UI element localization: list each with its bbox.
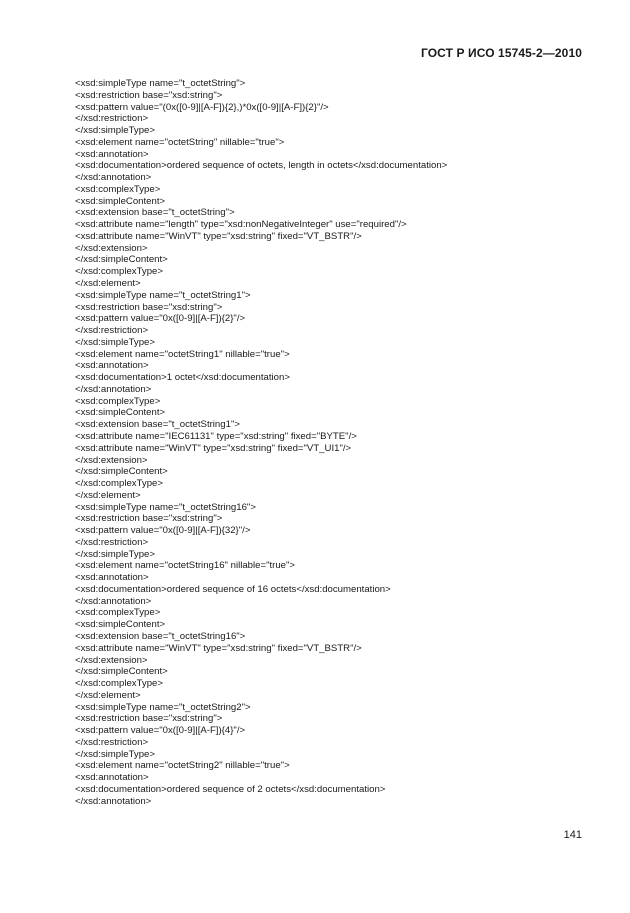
code-line: <xsd:documentation>1 octet</xsd:documentation>: [75, 372, 290, 384]
code-line: <xsd:documentation>ordered sequence of 16 octets</xsd:documentation>: [75, 583, 391, 595]
code-line: <xsd:annotation>: [75, 772, 149, 784]
code-line: </xsd:complexType>: [75, 478, 163, 490]
code-line: </xsd:annotation>: [75, 383, 152, 395]
code-line: <xsd:extension base="t_octetString1">: [75, 419, 240, 431]
code-line: </xsd:extension>: [75, 242, 148, 254]
code-line: <xsd:pattern value="0x([0-9]|[A-F]){32}"/>: [75, 525, 251, 537]
code-line: <xsd:simpleContent>: [75, 195, 166, 207]
code-line: <xsd:element name="octetString1" nillable="true">: [75, 348, 290, 360]
code-line: </xsd:simpleContent>: [75, 254, 168, 266]
code-line: <xsd:pattern value="(0x([0-9]|[A-F]){2},)*0x([0-9]|[A-F]){2}"/>: [75, 101, 329, 113]
code-line: <xsd:complexType>: [75, 607, 161, 619]
code-line: <xsd:annotation>: [75, 572, 149, 584]
code-line: </xsd:simpleType>: [75, 748, 155, 760]
code-line: </xsd:extension>: [75, 654, 148, 666]
code-line: </xsd:element>: [75, 689, 141, 701]
code-line: </xsd:element>: [75, 489, 141, 501]
code-line: <xsd:attribute name="WinVT" type="xsd:string" fixed="VT_BSTR"/>: [75, 642, 362, 654]
code-line: </xsd:simpleType>: [75, 548, 155, 560]
code-line: <xsd:simpleType name="t_octetString">: [75, 78, 246, 89]
code-line: <xsd:documentation>ordered sequence of 2 octets</xsd:documentation>: [75, 783, 386, 795]
code-line: </xsd:restriction>: [75, 536, 149, 548]
code-line: <xsd:pattern value="0x([0-9]|[A-F]){4}"/>: [75, 725, 246, 737]
code-line: </xsd:element>: [75, 278, 141, 290]
code-line: <xsd:annotation>: [75, 148, 149, 160]
code-line: </xsd:simpleType>: [75, 125, 155, 137]
code-line: <xsd:complexType>: [75, 395, 161, 407]
code-line: </xsd:restriction>: [75, 325, 149, 337]
code-line: </xsd:restriction>: [75, 736, 149, 748]
code-line: <xsd:extension base="t_octetString">: [75, 207, 235, 219]
page-header-title: ГОСТ Р ИСО 15745-2—2010: [420, 46, 582, 60]
code-line: <xsd:simpleContent>: [75, 407, 166, 419]
code-line: </xsd:complexType>: [75, 266, 163, 278]
code-line: <xsd:pattern value="0x([0-9]|[A-F]){2}"/>: [75, 313, 246, 325]
code-line: <xsd:attribute name="IEC61131" type="xsd:string" fixed="BYTE"/>: [75, 430, 357, 442]
code-line: <xsd:restriction base="xsd:string">: [75, 513, 223, 525]
code-line: <xsd:attribute name="length" type="xsd:nonNegativeInteger" use="required"/>: [75, 219, 407, 231]
code-line: <xsd:restriction base="xsd:string">: [75, 89, 223, 101]
xsd-code-listing: [75, 78, 447, 807]
code-line: <xsd:simpleType name="t_octetString16">: [75, 501, 256, 513]
code-line: <xsd:attribute name="WinVT" type="xsd:string" fixed="VT_BSTR"/>: [75, 230, 362, 242]
code-line: </xsd:simpleContent>: [75, 666, 168, 678]
code-line: </xsd:complexType>: [75, 678, 163, 690]
code-line: </xsd:annotation>: [75, 172, 152, 184]
code-line: </xsd:simpleType>: [75, 336, 155, 348]
page-number: 141: [563, 829, 582, 841]
code-line: <xsd:annotation>: [75, 360, 149, 372]
code-line: </xsd:annotation>: [75, 795, 152, 807]
code-line: <xsd:restriction base="xsd:string">: [75, 301, 223, 313]
code-line: </xsd:simpleContent>: [75, 466, 168, 478]
code-line: <xsd:simpleType name="t_octetString2">: [75, 701, 251, 713]
code-line: <xsd:attribute name="WinVT" type="xsd:string" fixed="VT_UI1"/>: [75, 442, 352, 454]
code-line: </xsd:annotation>: [75, 595, 152, 607]
code-line: <xsd:simpleType name="t_octetString1">: [75, 289, 251, 301]
code-line: <xsd:simpleContent>: [75, 619, 166, 631]
code-line: </xsd:extension>: [75, 454, 148, 466]
code-line: <xsd:restriction base="xsd:string">: [75, 713, 223, 725]
code-line: <xsd:element name="octetString16" nillable="true">: [75, 560, 296, 572]
code-line: <xsd:complexType>: [75, 183, 161, 195]
code-line: <xsd:element name="octetString" nillable="true">: [75, 136, 285, 148]
code-line: <xsd:element name="octetString2" nillable="true">: [75, 760, 290, 772]
code-line: <xsd:extension base="t_octetString16">: [75, 630, 246, 642]
code-line: <xsd:documentation>ordered sequence of octets, length in octets</xsd:documentation>: [75, 160, 448, 172]
code-line: </xsd:restriction>: [75, 113, 149, 125]
